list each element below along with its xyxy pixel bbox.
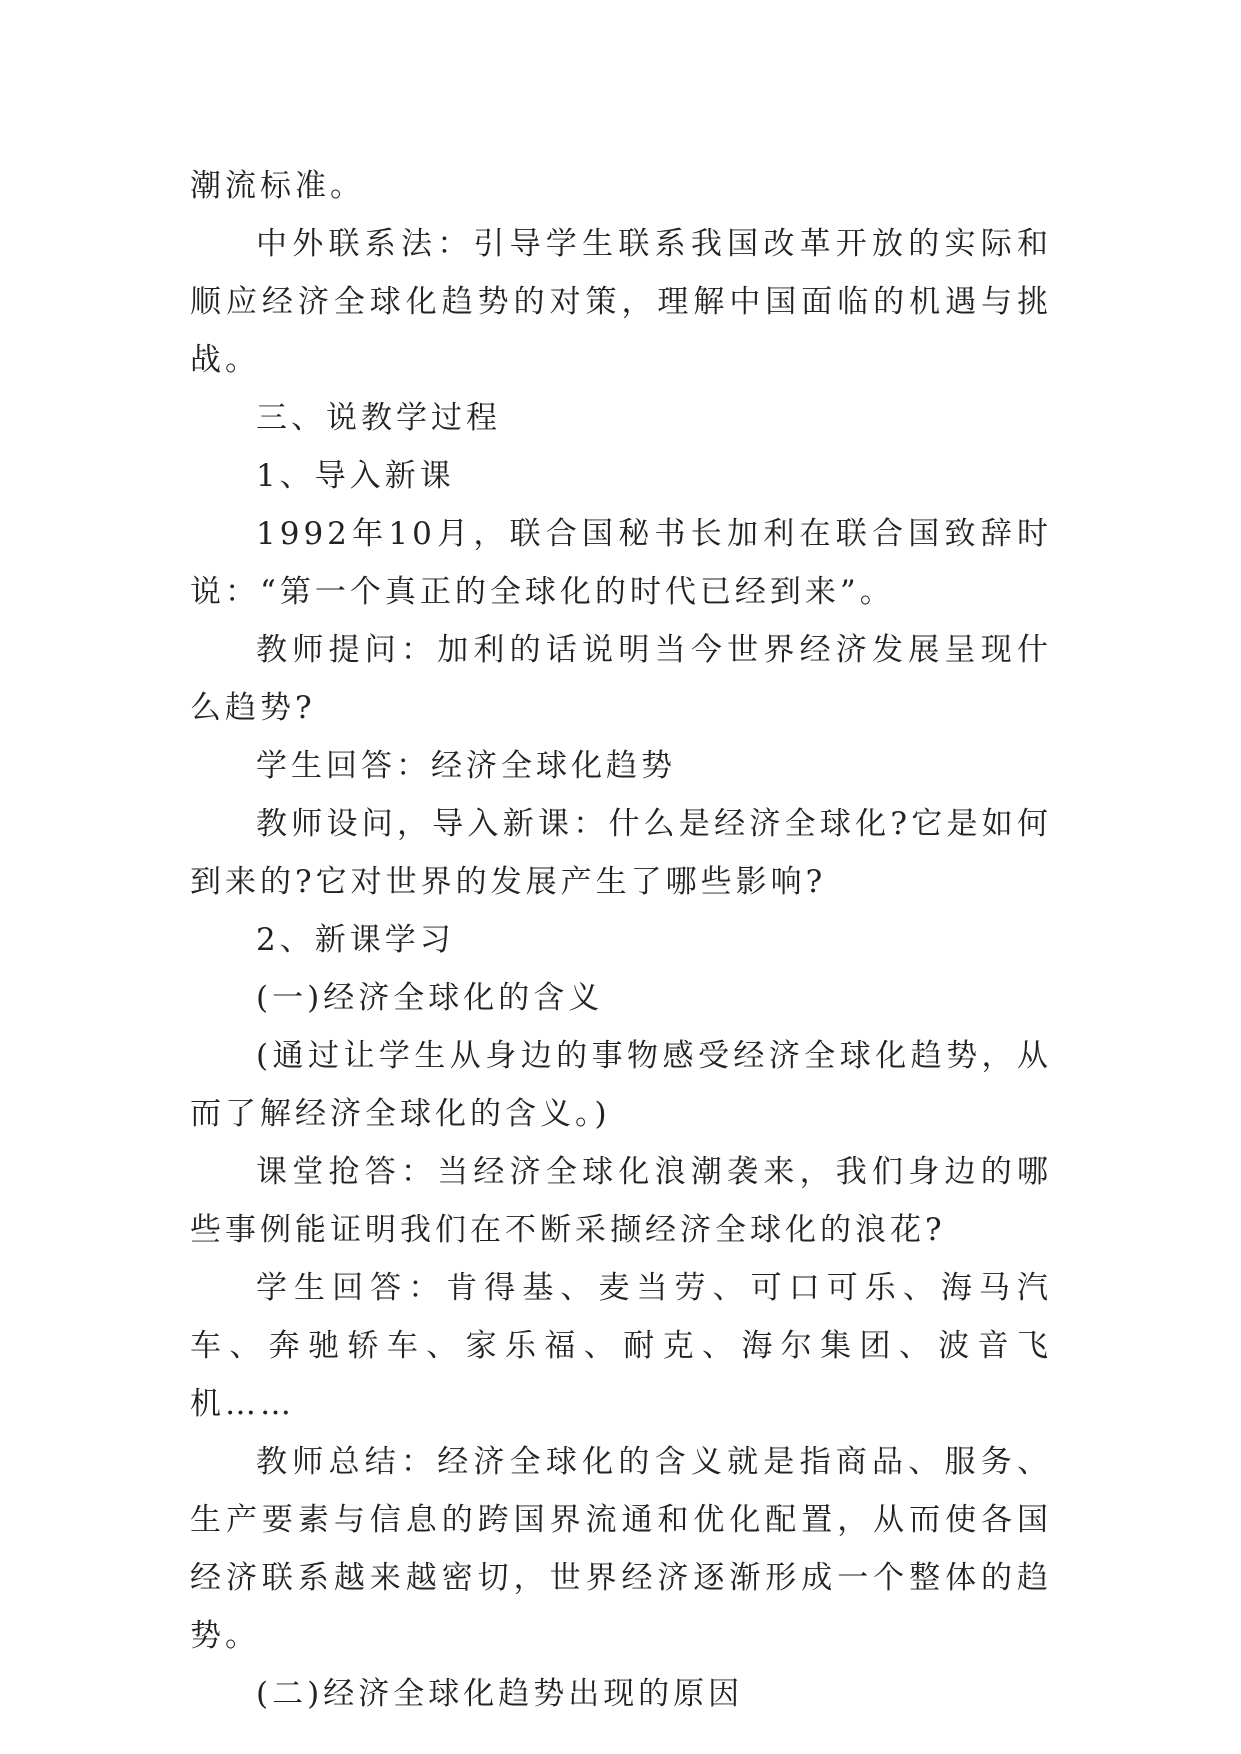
subsection-heading: 1、导入新课: [256, 458, 455, 494]
paragraph: 教师总结：经济全球化的含义就是指商品、服务、生产要素与信息的跨国界流通和优化配置，从而使各国经济联系越来越密切，世界经济逐渐形成一个整体的趋势。: [190, 1444, 1052, 1654]
paragraph: 教师设问，导入新课：什么是经济全球化?它是如何到来的?它对世界的发展产生了哪些影响?: [190, 806, 1052, 900]
paragraph: 学生回答：肯得基、麦当劳、可口可乐、海马汽车、奔驰轿车、家乐福、耐克、海尔集团、波音飞机……: [190, 1270, 1052, 1422]
paragraph: 中外联系法：引导学生联系我国改革开放的实际和顺应经济全球化趋势的对策，理解中国面临的机遇与挑战。: [190, 226, 1052, 378]
document-body: [190, 157, 1052, 1723]
paragraph: 教师提问：加利的话说明当今世界经济发展呈现什么趋势?: [190, 632, 1052, 726]
subsection-heading: 2、新课学习: [256, 922, 455, 958]
paragraph: 学生回答：经济全球化趋势: [256, 748, 676, 784]
paragraph: 课堂抢答：当经济全球化浪潮袭来，我们身边的哪些事例能证明我们在不断采撷经济全球化的浪花?: [190, 1154, 1052, 1248]
subsection-heading: (一)经济全球化的含义: [256, 980, 604, 1016]
paragraph: (通过让学生从身边的事物感受经济全球化趋势，从而了解经济全球化的含义。): [190, 1038, 1052, 1132]
paragraph: 潮流标准。: [190, 168, 365, 204]
subsection-heading: (二)经济全球化趋势出现的原因: [256, 1676, 744, 1712]
paragraph: 1992年10月，联合国秘书长加利在联合国致辞时说：“第一个真正的全球化的时代已经到来”。: [190, 516, 1052, 610]
section-heading: 三、说教学过程: [256, 400, 501, 436]
